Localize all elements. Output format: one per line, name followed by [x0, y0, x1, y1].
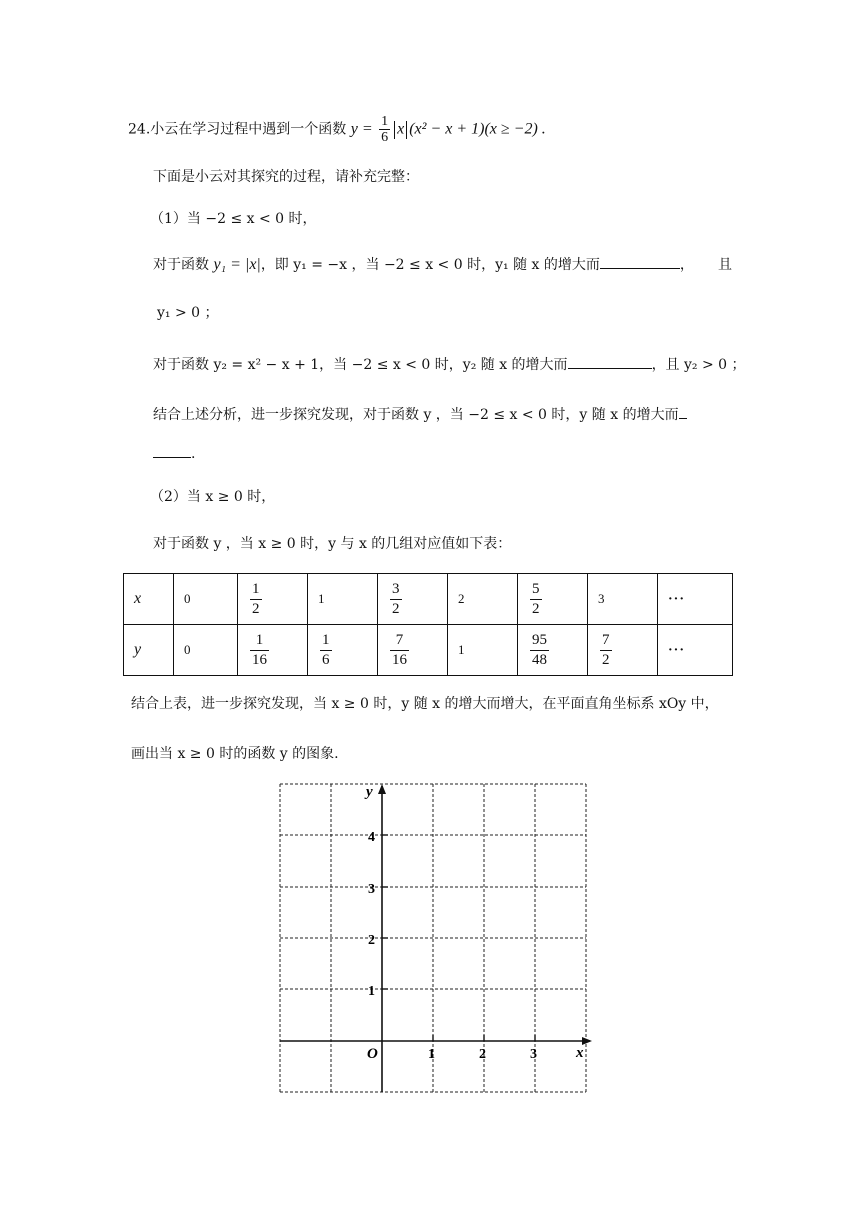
table-cell: 0 — [174, 574, 238, 625]
table-header-x: x — [124, 574, 174, 625]
combine-line-2: . — [153, 446, 195, 462]
y-tick-label: 1 — [368, 984, 375, 999]
table-cell: 0 — [174, 625, 238, 676]
table-cell: $\frac{3}{2}$ — [378, 574, 448, 625]
problem-number: 24. — [128, 121, 151, 138]
table-cell: $\frac{7}{16}$ — [378, 625, 448, 676]
y-tick-label: 2 — [368, 933, 375, 948]
y-tick-label: 3 — [368, 882, 375, 897]
problem-line — [128, 114, 546, 145]
answer-blank-1[interactable] — [600, 267, 680, 269]
func-fraction: $\frac{1}{6}$ — [381, 114, 389, 145]
table-cell: 1 — [308, 574, 378, 625]
table-cell-ellipsis: ··· — [658, 574, 733, 625]
x-tick-label: 2 — [479, 1047, 486, 1062]
table-cell: 1 — [448, 625, 518, 676]
table-cell: 2 — [448, 574, 518, 625]
table-row-x — [124, 574, 733, 625]
table-cell: $\frac{95}{48}$ — [518, 625, 588, 676]
func-prefix: y = — [350, 120, 373, 138]
answer-blank-3a[interactable] — [679, 417, 687, 419]
y1-line: 对于函数 y₁ = |x|，即 y₁ = −x ，当 −2 ≤ x < 0 时，y₁ 随 x 的增大而 ， — [153, 256, 694, 273]
table-cell: $\frac{1}{16}$ — [238, 625, 308, 676]
table-cell: $\frac{5}{2}$ — [518, 574, 588, 625]
x-axis-arrow — [582, 1037, 592, 1045]
y-axis-arrow — [378, 784, 386, 794]
table-cell: $\frac{1}{6}$ — [308, 625, 378, 676]
table-cell: 3 — [588, 574, 658, 625]
values-table — [123, 573, 733, 676]
answer-blank-2[interactable] — [568, 367, 652, 369]
func-rest: (x² − x + 1)(x ≥ −2) . — [409, 120, 546, 138]
answer-blank-3b[interactable] — [153, 456, 191, 458]
y1-definition: y₁ = |x| — [213, 256, 261, 273]
lead-text: 下面是小云对其探究的过程，请补充完整： — [153, 169, 419, 185]
y-tick-label: 4 — [368, 830, 375, 845]
table-intro: 对于函数 y ，当 x ≥ 0 时，y 与 x 的几组对应值如下表： — [153, 536, 512, 552]
x-tick-label: 1 — [428, 1047, 435, 1062]
table-cell-ellipsis: ··· — [658, 625, 733, 676]
table-cell: $\frac{1}{2}$ — [238, 574, 308, 625]
grid-lines — [280, 784, 586, 1092]
abs-bar-left — [394, 121, 395, 139]
y1-tail-and: 且 — [718, 257, 732, 273]
x-axis-label: x — [576, 1045, 584, 1061]
table-header-y: y — [124, 625, 174, 676]
abs-bar-right — [406, 121, 407, 139]
problem-intro: 小云在学习过程中遇到一个函数 — [150, 121, 347, 138]
x-tick-label: 3 — [530, 1047, 537, 1062]
origin-label: O — [367, 1046, 378, 1062]
table-row-y — [124, 625, 733, 676]
part1-heading: （1）当 −2 ≤ x < 0 时， — [150, 211, 317, 227]
table-cell: $\frac{7}{2}$ — [588, 625, 658, 676]
y-axis-label: y — [366, 784, 373, 800]
conclusion-text: 结合上表，进一步探究发现，当 x ≥ 0 时，y 随 x 的增大而增大，在平面直角坐标系 xOy 中， — [131, 696, 719, 712]
func-var: x — [397, 120, 405, 138]
instruction-text: 画出当 x ≥ 0 时的函数 y 的图象. — [131, 746, 339, 762]
combine-line: 结合上述分析，进一步探究发现，对于函数 y ，当 −2 ≤ x < 0 时，y 随 x 的增大而 — [153, 404, 687, 424]
y1-condition: y₁ > 0 ； — [157, 305, 219, 321]
y2-line: 对于函数 y₂ = x² − x + 1，当 −2 ≤ x < 0 时，y₂ 随 x 的增大而 ，且 y₂ > 0 ； — [153, 357, 746, 373]
part2-heading: （2）当 x ≥ 0 时， — [150, 489, 276, 505]
